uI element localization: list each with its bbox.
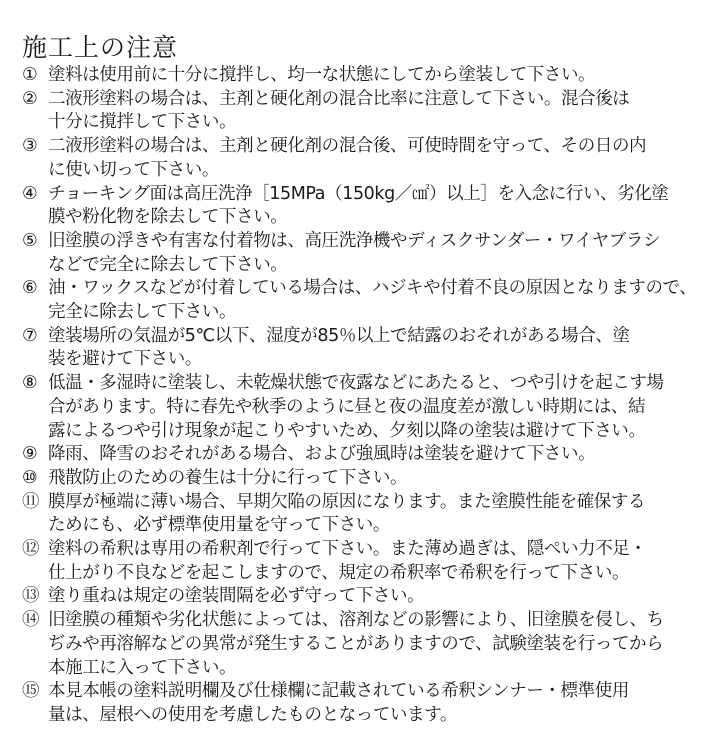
- item-text: [48, 491, 702, 538]
- precautions-list: [22, 64, 702, 728]
- item-text: [48, 135, 702, 182]
- item-number: ⑫: [22, 539, 40, 560]
- item-number: ⑦: [22, 325, 38, 346]
- item-text-line: チョーキング面は高圧洗浄［15MPa（150kg／㎠）以上］を入念に行い、劣化塗: [48, 183, 669, 204]
- item-number: ②: [22, 88, 38, 109]
- item-number: ⑧: [22, 373, 38, 394]
- item-text: [48, 443, 702, 467]
- item-text-line: 本施工に入って下さい。: [48, 657, 237, 678]
- list-item: [22, 325, 702, 372]
- item-text-line: ぢみや再溶解などの異常が発生することがありますので、試験塗装を行ってから: [48, 633, 664, 654]
- item-text: [48, 325, 702, 372]
- list-item: [22, 538, 702, 585]
- item-text: [48, 88, 702, 135]
- item-text-line: 装を避けて下さい。: [48, 349, 202, 370]
- list-item: [22, 680, 702, 727]
- item-text-line: 二液形塗料の場合は、主剤と硬化剤の混合比率に注意して下さい。混合後は: [48, 88, 630, 109]
- item-text-line: 旧塗膜の種類や劣化状態によっては、溶剤などの影響により、旧塗膜を侵し、ち: [48, 610, 664, 631]
- item-number: ③: [22, 136, 38, 157]
- list-item: [22, 609, 702, 680]
- item-text-line: に使い切って下さい。: [48, 159, 219, 180]
- item-text-line: 合があります。特に春先や秋季のように昼と夜の温度差が激しい時期には、結: [48, 396, 646, 417]
- item-text: [48, 64, 702, 88]
- list-item: [22, 183, 702, 230]
- item-text-line: 油・ワックスなどが付着している場合は、ハジキや付着不良の原因となりますので、: [48, 278, 697, 299]
- item-text-line: 塗料は使用前に十分に撹拌し、均一な状態にしてから塗装して下さい。: [48, 65, 596, 85]
- list-item: [22, 135, 702, 182]
- item-text-line: 膜厚が極端に薄い場合、早期欠陥の原因になります。また塗膜性能を確保する: [48, 491, 646, 512]
- item-text-line: 降雨、降雪のおそれがある場合、および強風時は塗装を避けて下さい。: [48, 444, 596, 465]
- item-text-line: 旧塗膜の浮きや有害な付着物は、高圧洗浄機やディスクサンダー・ワイヤブラシ: [48, 230, 661, 251]
- item-number: ⑥: [22, 278, 38, 299]
- item-text: [48, 585, 702, 609]
- list-item: [22, 64, 702, 88]
- list-item: [22, 277, 702, 324]
- page-title: 施工上の注意: [22, 33, 179, 62]
- item-text: [48, 609, 702, 680]
- list-item: [22, 230, 702, 277]
- item-text-line: ためにも、必ず標準使用量を守って下さい。: [48, 515, 390, 536]
- item-text-line: 塗り重ねは規定の塗装間隔を必ず守って下さい。: [48, 586, 425, 607]
- item-text-line: 塗装場所の気温が5℃以下、湿度が85％以上で結露のおそれがある場合、塗: [48, 325, 630, 346]
- item-text-line: 完全に除去して下さい。: [48, 302, 237, 323]
- item-number: ④: [22, 183, 38, 204]
- item-text-line: 二液形塗料の場合は、主剤と硬化剤の混合後、可使時間を守って、その日の内: [48, 136, 647, 157]
- item-text: [48, 372, 702, 443]
- list-item: [22, 88, 702, 135]
- item-number: ⑪: [22, 491, 40, 512]
- item-text: [48, 277, 702, 324]
- item-text-line: 十分に撹拌して下さい。: [48, 112, 237, 133]
- list-item: [22, 443, 702, 467]
- item-text: [48, 183, 702, 230]
- item-text-line: 塗料の希釈は専用の希釈剤で行って下さい。また薄め過ぎは、隠ぺい力不足・: [48, 539, 647, 560]
- item-text-line: 露によるつや引け現象が起こりやすいため、夕刻以降の塗装は避けて下さい。: [48, 420, 646, 441]
- list-item: [22, 467, 702, 491]
- item-number: ⑩: [22, 467, 38, 488]
- item-number: ⑮: [22, 681, 40, 702]
- item-text-line: 本見本帳の塗料説明欄及び仕様欄に記載されている希釈シンナー・標準使用: [48, 681, 629, 702]
- item-text: [48, 538, 702, 585]
- item-text-line: 仕上がり不良などを起こしますので、規定の希釈率で希釈を行って下さい。: [48, 562, 630, 583]
- item-number: ⑨: [22, 444, 38, 465]
- item-number: ⑭: [22, 610, 40, 631]
- item-text-line: 膜や粉化物を除去して下さい。: [48, 207, 288, 228]
- item-number: ⑤: [22, 230, 38, 251]
- item-text-line: 量は、屋根への使用を考慮したものとなっています。: [48, 704, 457, 725]
- list-item: [22, 372, 702, 443]
- item-text: [48, 680, 702, 727]
- item-text: [48, 230, 702, 277]
- item-number: ⑬: [22, 586, 40, 607]
- item-text-line: 飛散防止のための養生は十分に行って下さい。: [48, 467, 408, 488]
- item-number: ①: [22, 65, 38, 85]
- list-item: [22, 491, 702, 538]
- item-text-line: などで完全に除去して下さい。: [48, 254, 288, 275]
- item-text: [48, 467, 702, 491]
- list-item: [22, 585, 702, 609]
- item-text-line: 低温・多湿時に塗装し、未乾燥状態で夜露などにあたると、つや引けを起こす場: [48, 373, 664, 394]
